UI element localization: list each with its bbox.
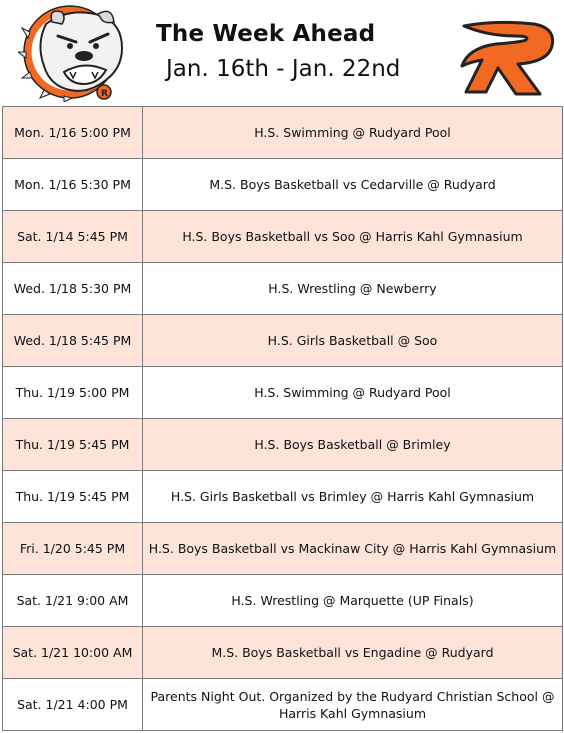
event-datetime: Wed. 1/18 5:45 PM: [3, 315, 143, 367]
table-row: [3, 263, 563, 315]
bulldog-mascot-icon: [18, 2, 130, 102]
event-description: H.S. Girls Basketball @ Soo: [143, 315, 563, 367]
schedule-table: [2, 106, 563, 731]
page-title: The Week Ahead: [156, 21, 376, 47]
event-description: H.S. Girls Basketball vs Brimley @ Harris Kahl Gymnasium: [143, 471, 563, 523]
event-datetime: Sat. 1/21 9:00 AM: [3, 575, 143, 627]
event-description: H.S. Wrestling @ Marquette (UP Finals): [143, 575, 563, 627]
table-row: [3, 679, 563, 731]
date-range: Jan. 16th - Jan. 22nd: [166, 56, 401, 82]
event-datetime: Mon. 1/16 5:00 PM: [3, 107, 143, 159]
event-datetime: Sat. 1/21 4:00 PM: [3, 679, 143, 731]
event-description: H.S. Swimming @ Rudyard Pool: [143, 367, 563, 419]
event-description: H.S. Boys Basketball vs Soo @ Harris Kahl Gymnasium: [143, 211, 563, 263]
svg-text:R: R: [101, 89, 108, 99]
event-datetime: Thu. 1/19 5:45 PM: [3, 419, 143, 471]
table-row: [3, 159, 563, 211]
event-datetime: Sat. 1/14 5:45 PM: [3, 211, 143, 263]
table-row: [3, 627, 563, 679]
table-row: [3, 471, 563, 523]
event-datetime: Sat. 1/21 10:00 AM: [3, 627, 143, 679]
event-description: H.S. Swimming @ Rudyard Pool: [143, 107, 563, 159]
table-row: [3, 107, 563, 159]
rudyard-r-logo-icon: [456, 18, 558, 98]
event-description: M.S. Boys Basketball vs Engadine @ Rudyard: [143, 627, 563, 679]
table-row: [3, 367, 563, 419]
event-description: M.S. Boys Basketball vs Cedarville @ Rudyard: [143, 159, 563, 211]
event-datetime: Thu. 1/19 5:45 PM: [3, 471, 143, 523]
event-datetime: Wed. 1/18 5:30 PM: [3, 263, 143, 315]
table-row: [3, 523, 563, 575]
table-row: [3, 575, 563, 627]
event-description: H.S. Boys Basketball vs Mackinaw City @ Harris Kahl Gymnasium: [143, 523, 563, 575]
header: [0, 0, 564, 106]
event-description: H.S. Boys Basketball @ Brimley: [143, 419, 563, 471]
event-datetime: Fri. 1/20 5:45 PM: [3, 523, 143, 575]
event-datetime: Thu. 1/19 5:00 PM: [3, 367, 143, 419]
event-description: Parents Night Out. Organized by the Rudyard Christian School @ Harris Kahl Gymnasium: [143, 679, 563, 731]
table-row: [3, 419, 563, 471]
table-row: [3, 315, 563, 367]
table-row: [3, 211, 563, 263]
event-description: H.S. Wrestling @ Newberry: [143, 263, 563, 315]
event-datetime: Mon. 1/16 5:30 PM: [3, 159, 143, 211]
